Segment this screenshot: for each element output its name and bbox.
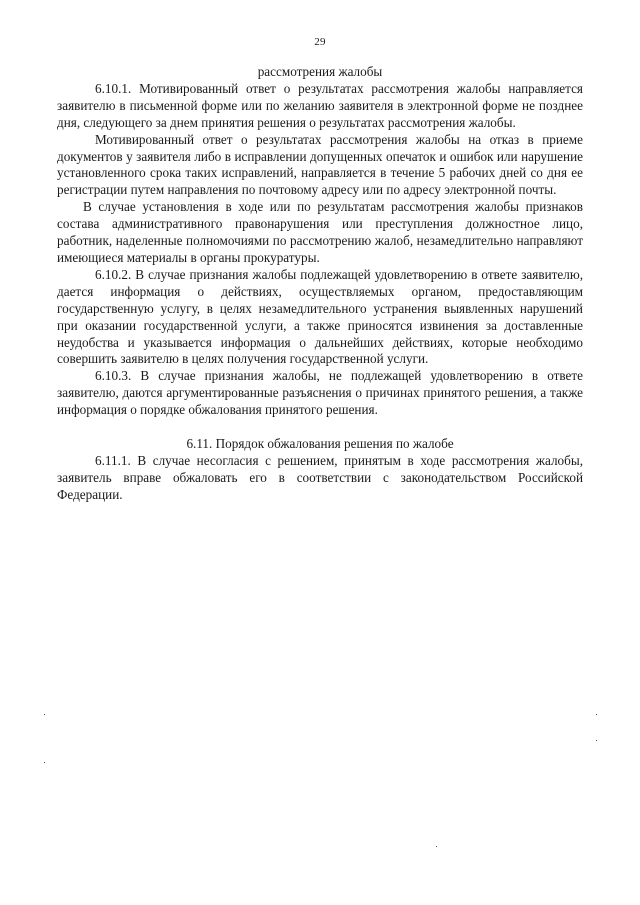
scan-speck (596, 740, 597, 741)
paragraph-violation-referral: В случае установления в ходе или по результатам рассмотрения жалобы признаков состава административного правонарушения или преступления должностное лицо, работник, наделенные полномочиями по рассмотрению жалоб, незамедлительно направляют имеющиеся материалы в органы прокуратуры. (57, 199, 583, 265)
scan-speck (44, 714, 45, 715)
page-number: 29 (314, 36, 326, 48)
paragraph-6-11-1: 6.11.1. В случае несогласия с решением, принятым в ходе рассмотрения жалобы, заявитель вправе обжаловать его в соответствии с законодательством Российской Федерации. (57, 452, 583, 502)
paragraph-6-10-2: 6.10.2. В случае признания жалобы подлежащей удовлетворению в ответе заявителю, дается информация о действиях, осуществляемых органом, предоставляющим государственную услугу, в целях незамедлительного устранения выявленных нарушений при оказании государственной услуги, а также приносятся извинения за доставленные неудобства и указывается информация о дальнейших действиях, которые необходимо совершить заявителю в целях получения государственной услуги. (57, 266, 583, 367)
section-spacer (57, 419, 583, 436)
scan-speck (436, 846, 437, 847)
paragraph-6-10-1: 6.10.1. Мотивированный ответ о результатах рассмотрения жалобы направляется заявителю в письменной форме или по желанию заявителя в электронной форме не позднее дня, следующего за днем принятия решения о результатах рассмотрения жалобы. (57, 80, 583, 130)
paragraph-6-10-3: 6.10.3. В случае признания жалобы, не подлежащей удовлетворению в ответе заявителю, даются аргументированные разъяснения о причинах принятого решения, а также информация о порядке обжалования принятого решения. (57, 368, 583, 418)
section-heading-6-11: 6.11. Порядок обжалования решения по жалобе (186, 436, 454, 452)
document-body (57, 64, 583, 504)
scan-speck (596, 714, 597, 715)
scan-speck (44, 762, 45, 763)
paragraph-refusal-response: Мотивированный ответ о результатах рассмотрения жалобы на отказ в приеме документов у заявителя либо в исправлении допущенных опечаток и ошибок или нарушение установленного срока таких исправлений, направляется в течение 5 рабочих дней со дня ее регистрации путем направления по почтовому адресу или по адресу электронной почты. (57, 131, 583, 198)
continuation-line: рассмотрения жалобы (257, 64, 383, 79)
